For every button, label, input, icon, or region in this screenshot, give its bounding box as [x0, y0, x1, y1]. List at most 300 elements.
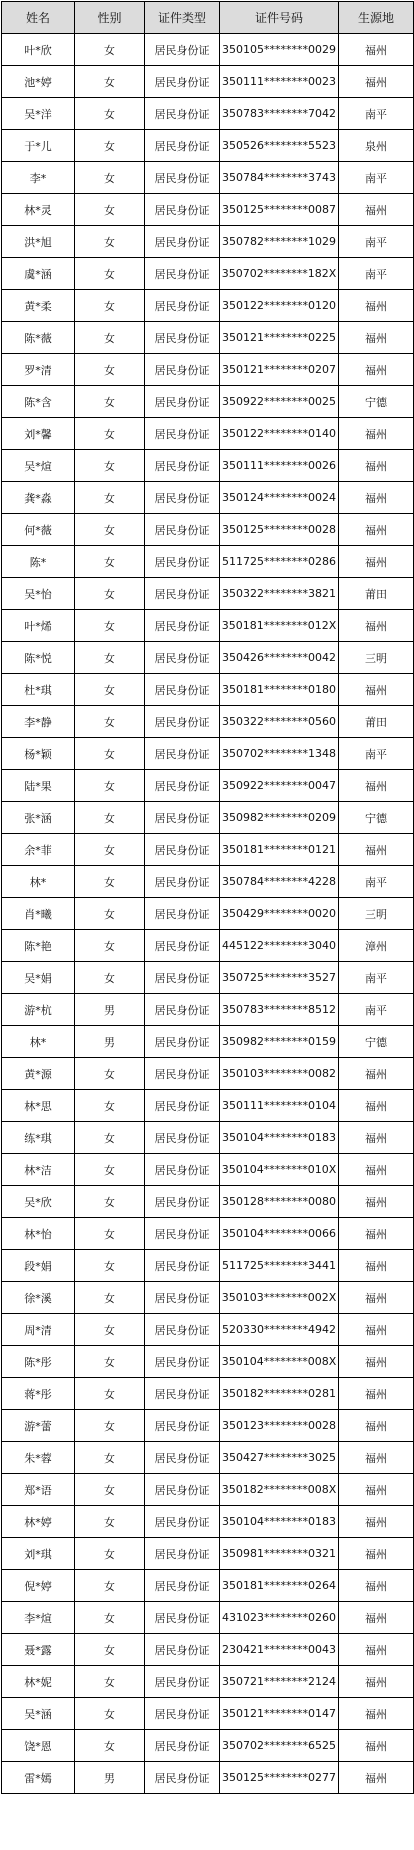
id-type-cell: 居民身份证: [145, 418, 220, 450]
name-cell: 郑*语: [2, 1474, 75, 1506]
table-row: [2, 930, 414, 962]
gender-cell: 女: [75, 1218, 145, 1250]
id-type-cell: 居民身份证: [145, 1538, 220, 1570]
table-row: [2, 98, 414, 130]
table-row: [2, 578, 414, 610]
name-cell: 罗*清: [2, 354, 75, 386]
table-row: [2, 1666, 414, 1698]
id-type-cell: 居民身份证: [145, 898, 220, 930]
table-row: [2, 514, 414, 546]
origin-cell: 福州: [339, 1762, 414, 1794]
gender-cell: 女: [75, 1442, 145, 1474]
name-cell: 张*涵: [2, 802, 75, 834]
table-row: [2, 1282, 414, 1314]
gender-cell: 女: [75, 194, 145, 226]
table-row: [2, 642, 414, 674]
id-number-cell: 350426********0042: [220, 642, 339, 674]
table-row: [2, 1122, 414, 1154]
header-id-number: 证件号码: [220, 2, 339, 34]
name-cell: 林*怡: [2, 1218, 75, 1250]
origin-cell: 福州: [339, 1634, 414, 1666]
gender-cell: 女: [75, 1282, 145, 1314]
name-cell: 黄*柔: [2, 290, 75, 322]
id-number-cell: 511725********3441: [220, 1250, 339, 1282]
name-cell: 肖*曦: [2, 898, 75, 930]
origin-cell: 福州: [339, 1378, 414, 1410]
gender-cell: 女: [75, 1186, 145, 1218]
id-number-cell: 350721********2124: [220, 1666, 339, 1698]
table-row: [2, 898, 414, 930]
name-cell: 于*儿: [2, 130, 75, 162]
name-cell: 段*娟: [2, 1250, 75, 1282]
origin-cell: 福州: [339, 66, 414, 98]
name-cell: 陈*悦: [2, 642, 75, 674]
id-number-cell: 350784********4228: [220, 866, 339, 898]
name-cell: 叶*欣: [2, 34, 75, 66]
id-type-cell: 居民身份证: [145, 1186, 220, 1218]
table-row: [2, 1186, 414, 1218]
gender-cell: 女: [75, 1058, 145, 1090]
origin-cell: 福州: [339, 34, 414, 66]
id-number-cell: 350122********0120: [220, 290, 339, 322]
name-cell: 林*: [2, 866, 75, 898]
gender-cell: 女: [75, 738, 145, 770]
table-row: [2, 354, 414, 386]
table-row: [2, 770, 414, 802]
table-row: [2, 962, 414, 994]
id-type-cell: 居民身份证: [145, 1666, 220, 1698]
table-row: [2, 1346, 414, 1378]
gender-cell: 女: [75, 1602, 145, 1634]
gender-cell: 女: [75, 546, 145, 578]
id-type-cell: 居民身份证: [145, 802, 220, 834]
table-row: [2, 1698, 414, 1730]
origin-cell: 南平: [339, 738, 414, 770]
gender-cell: 女: [75, 418, 145, 450]
name-cell: 吴*煊: [2, 450, 75, 482]
student-table: [1, 1, 414, 1794]
name-cell: 聂*露: [2, 1634, 75, 1666]
origin-cell: 福州: [339, 1218, 414, 1250]
origin-cell: 福州: [339, 1186, 414, 1218]
origin-cell: 南平: [339, 866, 414, 898]
origin-cell: 宁德: [339, 1026, 414, 1058]
id-number-cell: 350322********3821: [220, 578, 339, 610]
id-number-cell: 350181********0180: [220, 674, 339, 706]
id-type-cell: 居民身份证: [145, 1602, 220, 1634]
id-type-cell: 居民身份证: [145, 450, 220, 482]
id-number-cell: 350982********0209: [220, 802, 339, 834]
id-type-cell: 居民身份证: [145, 482, 220, 514]
id-number-cell: 350121********0147: [220, 1698, 339, 1730]
id-number-cell: 230421********0043: [220, 1634, 339, 1666]
name-cell: 林*灵: [2, 194, 75, 226]
id-type-cell: 居民身份证: [145, 1250, 220, 1282]
name-cell: 吴*怡: [2, 578, 75, 610]
id-number-cell: 350782********1029: [220, 226, 339, 258]
gender-cell: 女: [75, 802, 145, 834]
table-row: [2, 1378, 414, 1410]
gender-cell: 女: [75, 1090, 145, 1122]
id-number-cell: 350111********0104: [220, 1090, 339, 1122]
name-cell: 刘*琪: [2, 1538, 75, 1570]
table-row: [2, 162, 414, 194]
id-number-cell: 350104********0066: [220, 1218, 339, 1250]
gender-cell: 女: [75, 1570, 145, 1602]
gender-cell: 女: [75, 1410, 145, 1442]
name-cell: 池*婷: [2, 66, 75, 98]
id-type-cell: 居民身份证: [145, 1122, 220, 1154]
table-row: [2, 1250, 414, 1282]
id-type-cell: 居民身份证: [145, 226, 220, 258]
table-row: [2, 226, 414, 258]
origin-cell: 莆田: [339, 578, 414, 610]
origin-cell: 福州: [339, 354, 414, 386]
origin-cell: 福州: [339, 1666, 414, 1698]
id-type-cell: 居民身份证: [145, 1314, 220, 1346]
origin-cell: 南平: [339, 258, 414, 290]
origin-cell: 三明: [339, 642, 414, 674]
id-number-cell: 350526********5523: [220, 130, 339, 162]
gender-cell: 女: [75, 290, 145, 322]
table-header-row: [2, 2, 414, 34]
name-cell: 龚*淼: [2, 482, 75, 514]
id-number-cell: 350429********0020: [220, 898, 339, 930]
gender-cell: 男: [75, 994, 145, 1026]
id-number-cell: 350322********0560: [220, 706, 339, 738]
id-number-cell: 350125********0277: [220, 1762, 339, 1794]
gender-cell: 男: [75, 1762, 145, 1794]
origin-cell: 福州: [339, 1730, 414, 1762]
name-cell: 陈*彤: [2, 1346, 75, 1378]
table-row: [2, 866, 414, 898]
gender-cell: 女: [75, 1154, 145, 1186]
table-row: [2, 1090, 414, 1122]
id-type-cell: 居民身份证: [145, 1698, 220, 1730]
origin-cell: 福州: [339, 514, 414, 546]
name-cell: 林*思: [2, 1090, 75, 1122]
id-number-cell: 350702********1348: [220, 738, 339, 770]
header-gender: 性别: [75, 2, 145, 34]
gender-cell: 女: [75, 1730, 145, 1762]
name-cell: 周*清: [2, 1314, 75, 1346]
origin-cell: 南平: [339, 162, 414, 194]
origin-cell: 福州: [339, 1282, 414, 1314]
gender-cell: 女: [75, 610, 145, 642]
id-number-cell: 350103********002X: [220, 1282, 339, 1314]
table-row: [2, 418, 414, 450]
id-type-cell: 居民身份证: [145, 290, 220, 322]
table-row: [2, 386, 414, 418]
origin-cell: 南平: [339, 962, 414, 994]
header-name: 姓名: [2, 2, 75, 34]
id-type-cell: 居民身份证: [145, 930, 220, 962]
origin-cell: 福州: [339, 1122, 414, 1154]
gender-cell: 女: [75, 1122, 145, 1154]
table-row: [2, 1058, 414, 1090]
id-number-cell: 350111********0026: [220, 450, 339, 482]
origin-cell: 南平: [339, 226, 414, 258]
table-row: [2, 1442, 414, 1474]
table-row: [2, 1506, 414, 1538]
origin-cell: 福州: [339, 1474, 414, 1506]
gender-cell: 女: [75, 1538, 145, 1570]
origin-cell: 福州: [339, 674, 414, 706]
id-type-cell: 居民身份证: [145, 834, 220, 866]
table-row: [2, 450, 414, 482]
gender-cell: 女: [75, 642, 145, 674]
name-cell: 陈*艳: [2, 930, 75, 962]
gender-cell: 女: [75, 1250, 145, 1282]
id-number-cell: 350182********008X: [220, 1474, 339, 1506]
origin-cell: 三明: [339, 898, 414, 930]
id-type-cell: 居民身份证: [145, 1762, 220, 1794]
gender-cell: 女: [75, 674, 145, 706]
gender-cell: 女: [75, 1666, 145, 1698]
table-row: [2, 290, 414, 322]
table-row: [2, 1218, 414, 1250]
table-row: [2, 1570, 414, 1602]
id-type-cell: 居民身份证: [145, 1442, 220, 1474]
id-type-cell: 居民身份证: [145, 994, 220, 1026]
name-cell: 吴*欣: [2, 1186, 75, 1218]
gender-cell: 女: [75, 386, 145, 418]
origin-cell: 福州: [339, 610, 414, 642]
table-row: [2, 994, 414, 1026]
id-number-cell: 350181********0121: [220, 834, 339, 866]
name-cell: 徐*溪: [2, 1282, 75, 1314]
id-type-cell: 居民身份证: [145, 1026, 220, 1058]
id-number-cell: 350181********012X: [220, 610, 339, 642]
id-number-cell: 350783********8512: [220, 994, 339, 1026]
origin-cell: 福州: [339, 1410, 414, 1442]
id-number-cell: 445122********3040: [220, 930, 339, 962]
id-number-cell: 350125********0028: [220, 514, 339, 546]
table-row: [2, 66, 414, 98]
name-cell: 雷*嫣: [2, 1762, 75, 1794]
gender-cell: 女: [75, 450, 145, 482]
id-number-cell: 350124********0024: [220, 482, 339, 514]
table-row: [2, 258, 414, 290]
gender-cell: 女: [75, 1634, 145, 1666]
origin-cell: 福州: [339, 1154, 414, 1186]
id-number-cell: 350128********0080: [220, 1186, 339, 1218]
origin-cell: 福州: [339, 1442, 414, 1474]
gender-cell: 女: [75, 1378, 145, 1410]
gender-cell: 女: [75, 226, 145, 258]
origin-cell: 福州: [339, 290, 414, 322]
gender-cell: 女: [75, 66, 145, 98]
origin-cell: 福州: [339, 546, 414, 578]
id-number-cell: 350122********0140: [220, 418, 339, 450]
id-type-cell: 居民身份证: [145, 1058, 220, 1090]
gender-cell: 女: [75, 162, 145, 194]
name-cell: 黄*源: [2, 1058, 75, 1090]
name-cell: 倪*婷: [2, 1570, 75, 1602]
table-row: [2, 322, 414, 354]
table-row: [2, 482, 414, 514]
id-number-cell: 350427********3025: [220, 1442, 339, 1474]
table-row: [2, 1762, 414, 1794]
id-number-cell: 350104********008X: [220, 1346, 339, 1378]
origin-cell: 莆田: [339, 706, 414, 738]
table-row: [2, 674, 414, 706]
name-cell: 练*琪: [2, 1122, 75, 1154]
origin-cell: 漳州: [339, 930, 414, 962]
id-number-cell: 350922********0047: [220, 770, 339, 802]
id-type-cell: 居民身份证: [145, 962, 220, 994]
table-row: [2, 194, 414, 226]
table-row: [2, 546, 414, 578]
id-number-cell: 350725********3527: [220, 962, 339, 994]
gender-cell: 女: [75, 34, 145, 66]
origin-cell: 福州: [339, 322, 414, 354]
id-type-cell: 居民身份证: [145, 578, 220, 610]
name-cell: 朱*蓉: [2, 1442, 75, 1474]
id-type-cell: 居民身份证: [145, 1346, 220, 1378]
id-number-cell: 350982********0159: [220, 1026, 339, 1058]
id-number-cell: 350121********0225: [220, 322, 339, 354]
name-cell: 林*婷: [2, 1506, 75, 1538]
origin-cell: 福州: [339, 1058, 414, 1090]
gender-cell: 女: [75, 1474, 145, 1506]
id-type-cell: 居民身份证: [145, 770, 220, 802]
gender-cell: 女: [75, 130, 145, 162]
id-number-cell: 431023********0260: [220, 1602, 339, 1634]
gender-cell: 女: [75, 258, 145, 290]
gender-cell: 女: [75, 898, 145, 930]
name-cell: 杜*琪: [2, 674, 75, 706]
origin-cell: 福州: [339, 1538, 414, 1570]
id-type-cell: 居民身份证: [145, 1634, 220, 1666]
gender-cell: 男: [75, 1026, 145, 1058]
gender-cell: 女: [75, 1506, 145, 1538]
origin-cell: 南平: [339, 994, 414, 1026]
table-row: [2, 1602, 414, 1634]
gender-cell: 女: [75, 354, 145, 386]
table-row: [2, 1730, 414, 1762]
table-row: [2, 1314, 414, 1346]
table-row: [2, 738, 414, 770]
id-number-cell: 350104********0183: [220, 1122, 339, 1154]
id-number-cell: 350125********0087: [220, 194, 339, 226]
name-cell: 李*煊: [2, 1602, 75, 1634]
origin-cell: 福州: [339, 1698, 414, 1730]
origin-cell: 福州: [339, 1506, 414, 1538]
id-type-cell: 居民身份证: [145, 1282, 220, 1314]
name-cell: 洪*旭: [2, 226, 75, 258]
name-cell: 李*静: [2, 706, 75, 738]
name-cell: 陆*果: [2, 770, 75, 802]
id-type-cell: 居民身份证: [145, 386, 220, 418]
name-cell: 陈*: [2, 546, 75, 578]
gender-cell: 女: [75, 1314, 145, 1346]
table-row: [2, 834, 414, 866]
origin-cell: 福州: [339, 834, 414, 866]
id-number-cell: 350105********0029: [220, 34, 339, 66]
id-type-cell: 居民身份证: [145, 642, 220, 674]
origin-cell: 福州: [339, 770, 414, 802]
id-type-cell: 居民身份证: [145, 514, 220, 546]
origin-cell: 福州: [339, 1250, 414, 1282]
id-type-cell: 居民身份证: [145, 1410, 220, 1442]
table-body: [2, 34, 414, 1794]
origin-cell: 福州: [339, 194, 414, 226]
origin-cell: 福州: [339, 1602, 414, 1634]
name-cell: 陈*薇: [2, 322, 75, 354]
id-type-cell: 居民身份证: [145, 194, 220, 226]
id-type-cell: 居民身份证: [145, 1154, 220, 1186]
table-row: [2, 34, 414, 66]
id-number-cell: 350702********6525: [220, 1730, 339, 1762]
table-row: [2, 1538, 414, 1570]
origin-cell: 福州: [339, 482, 414, 514]
gender-cell: 女: [75, 1346, 145, 1378]
id-type-cell: 居民身份证: [145, 322, 220, 354]
name-cell: 刘*馨: [2, 418, 75, 450]
header-id-type: 证件类型: [145, 2, 220, 34]
name-cell: 余*菲: [2, 834, 75, 866]
id-number-cell: 350182********0281: [220, 1378, 339, 1410]
id-number-cell: 350702********182X: [220, 258, 339, 290]
table-row: [2, 1154, 414, 1186]
name-cell: 陈*含: [2, 386, 75, 418]
origin-cell: 福州: [339, 418, 414, 450]
id-type-cell: 居民身份证: [145, 34, 220, 66]
table-row: [2, 802, 414, 834]
name-cell: 吴*娟: [2, 962, 75, 994]
name-cell: 林*洁: [2, 1154, 75, 1186]
gender-cell: 女: [75, 834, 145, 866]
id-type-cell: 居民身份证: [145, 354, 220, 386]
name-cell: 虞*涵: [2, 258, 75, 290]
id-number-cell: 350981********0321: [220, 1538, 339, 1570]
id-type-cell: 居民身份证: [145, 1570, 220, 1602]
origin-cell: 福州: [339, 1570, 414, 1602]
origin-cell: 南平: [339, 98, 414, 130]
id-type-cell: 居民身份证: [145, 674, 220, 706]
id-type-cell: 居民身份证: [145, 1506, 220, 1538]
name-cell: 何*薇: [2, 514, 75, 546]
name-cell: 叶*烯: [2, 610, 75, 642]
name-cell: 林*妮: [2, 1666, 75, 1698]
id-number-cell: 350111********0023: [220, 66, 339, 98]
table-row: [2, 130, 414, 162]
id-type-cell: 居民身份证: [145, 866, 220, 898]
id-type-cell: 居民身份证: [145, 1378, 220, 1410]
id-number-cell: 350922********0025: [220, 386, 339, 418]
id-number-cell: 350104********010X: [220, 1154, 339, 1186]
origin-cell: 宁德: [339, 386, 414, 418]
id-type-cell: 居民身份证: [145, 1090, 220, 1122]
name-cell: 杨*颖: [2, 738, 75, 770]
id-type-cell: 居民身份证: [145, 130, 220, 162]
id-number-cell: 350784********3743: [220, 162, 339, 194]
origin-cell: 福州: [339, 1314, 414, 1346]
id-type-cell: 居民身份证: [145, 162, 220, 194]
id-type-cell: 居民身份证: [145, 546, 220, 578]
gender-cell: 女: [75, 706, 145, 738]
gender-cell: 女: [75, 514, 145, 546]
origin-cell: 宁德: [339, 802, 414, 834]
origin-cell: 泉州: [339, 130, 414, 162]
name-cell: 吴*涵: [2, 1698, 75, 1730]
id-type-cell: 居民身份证: [145, 1730, 220, 1762]
gender-cell: 女: [75, 770, 145, 802]
gender-cell: 女: [75, 98, 145, 130]
gender-cell: 女: [75, 866, 145, 898]
table-row: [2, 610, 414, 642]
